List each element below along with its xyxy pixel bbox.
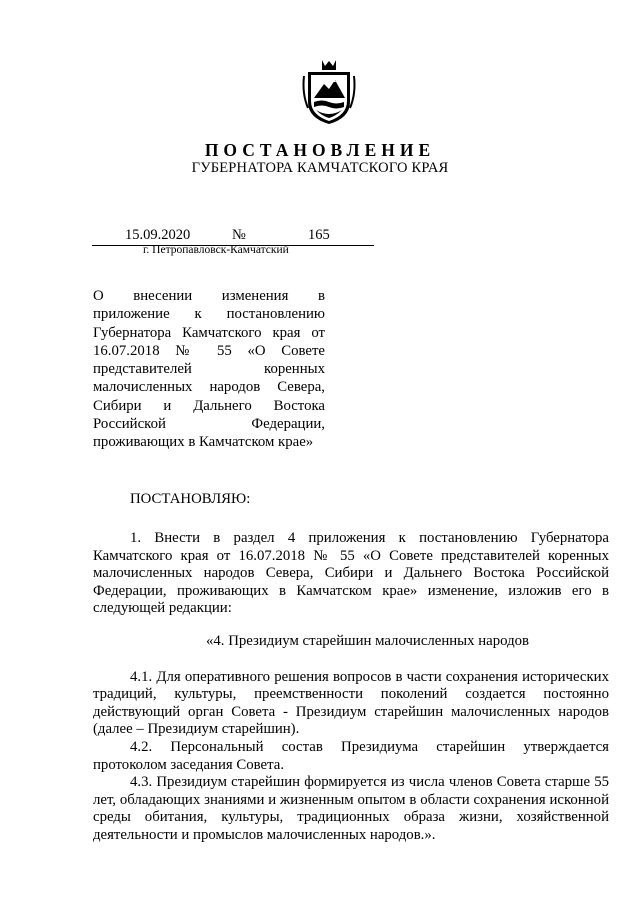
document-number: 165 (308, 227, 330, 243)
document-city: г. Петропавловск-Камчатский (143, 244, 289, 256)
document-body (93, 530, 609, 845)
document-issuer: ГУБЕРНАТОРА КАМЧАТСКОГО КРАЯ (191, 160, 449, 176)
paragraph-4-1: 4.1. Для оперативного решения вопросов в части сохранения исторических традиций, культуры, преемственности поколений создается постоянно действующий орган Совета - Президиум старейшин малочисленных народов (далее – Президиум старейшин). (93, 668, 609, 738)
decree-word: ПОСТАНОВЛЯЮ: (130, 491, 251, 507)
paragraph-4-2: 4.2. Персональный состав Президиума старейшин утверждается протоколом заседания Совета. (93, 738, 609, 773)
paragraph-4-3: 4.3. Президиум старейшин формируется из числа членов Совета старше 55 лет, обладающих знаниями и жизненным опытом в области сохранения исконной среды обитания, культуры, традиционных образа жизни, хозяйственной деятельности и промыслов малочисленных народов.». (93, 774, 609, 843)
paragraph-1: 1. Внести в раздел 4 приложения к постановлению Губернатора Камчатского края от 16.07.2018 № 55 «О Совете представителей коренных малочисленных народов Севера, Сибири и Дальнего Востока Российской Федерации, проживающих в Камчатском крае» изменение, изложив его в следующей редакции: (93, 530, 609, 617)
document-subject: О внесении изменения в приложение к постановлению Губернатора Камчатского края от 16.07.2018 № 55 «О Совете представителей коренных малочисленных народов Севера, Сибири и Дальнего Востока Российской Федерации, проживающих в Камчатском крае» (93, 288, 325, 451)
section-heading: «4. Президиум старейшин малочисленных народов (206, 632, 529, 649)
coat-of-arms-icon (300, 58, 358, 126)
document-date: 15.09.2020 (125, 227, 191, 243)
number-sign: № (232, 227, 246, 243)
document-title: ПОСТАНОВЛЕНИЕ (204, 140, 436, 160)
